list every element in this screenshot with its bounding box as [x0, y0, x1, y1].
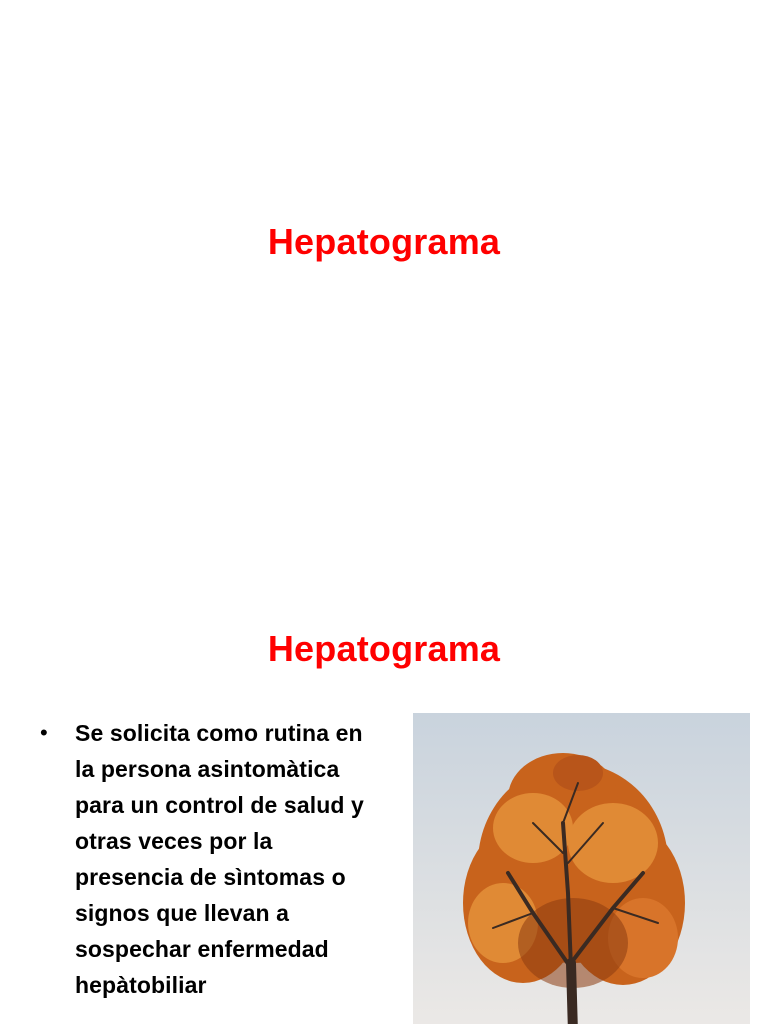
slide-title: Hepatograma [267, 221, 501, 262]
bullet-text: Se solicita como rutina en la persona asintomàtica para un control de salud y otras veces por la presencia de sìntomas o signos que llevan a sospechar enfermedad hepàtobiliar [75, 720, 364, 998]
tree-photo [413, 713, 750, 1024]
slide-2 [0, 576, 768, 1024]
bullet-marker: • [40, 720, 48, 745]
slide-title: Hepatograma [267, 628, 501, 669]
